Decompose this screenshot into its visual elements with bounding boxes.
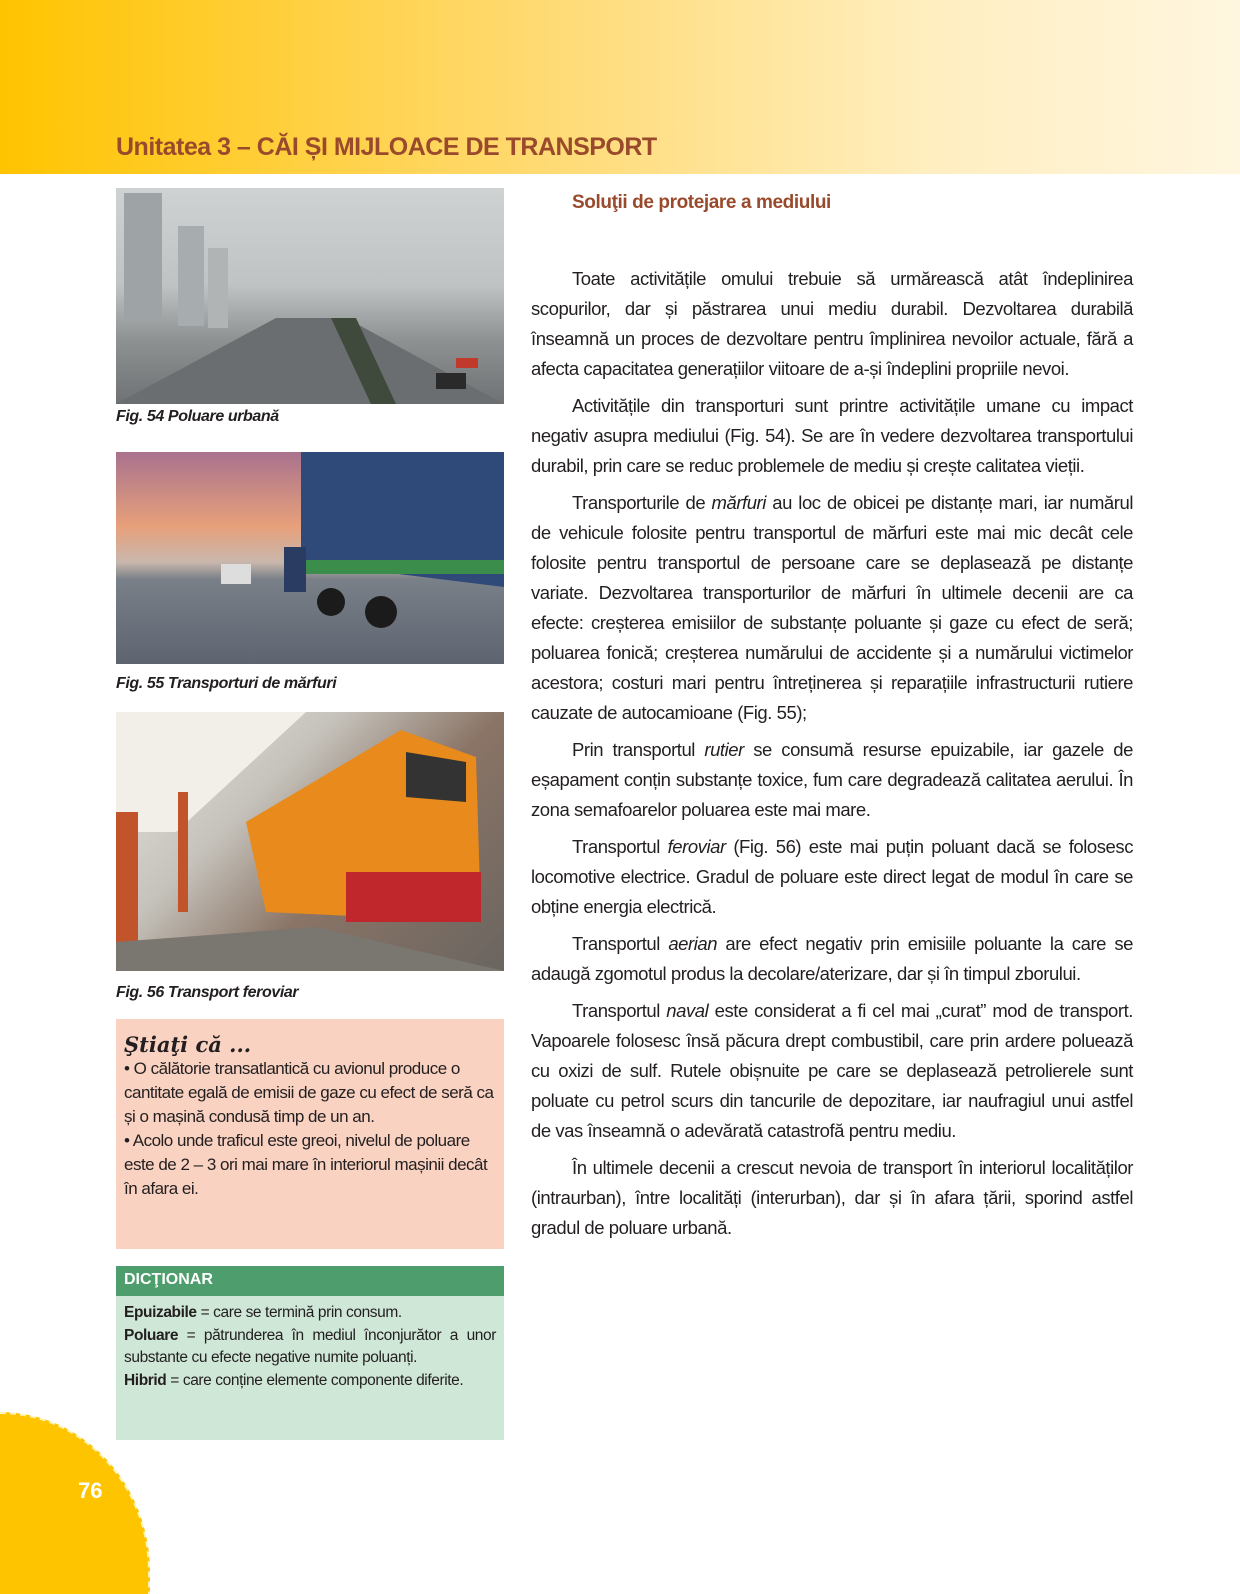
smog-highway-illustration xyxy=(116,188,504,404)
definition: = care se termină prin consum. xyxy=(196,1304,402,1321)
dictionary-title: DICŢIONAR xyxy=(116,1266,504,1296)
unit-title: Unitatea 3 – CĂI ȘI MIJLOACE DE TRANSPORT xyxy=(116,133,657,161)
page-number: 76 xyxy=(78,1478,103,1503)
section-title: Soluţii de protejare a mediului xyxy=(572,192,831,213)
train-photo xyxy=(116,712,504,971)
paragraph: Activitățile din transporturi sunt printre activitățile umane cu impact negativ asupra mediului (Fig. 54). Se are în vedere dezvoltarea transportului durabil, prin care se reduc problemele de mediu și crește calitatea vieții. xyxy=(531,395,1133,476)
did-you-know-item: • Acolo unde traficul este greoi, nivelul de poluare este de 2 – 3 ori mai mare în interiorul mașinii decât în afara ei. xyxy=(124,1131,488,1198)
did-you-know-item: • O călătorie transatlantică cu avionul produce o cantitate egală de emisii de gaze cu efect de seră ca și o mașină condusă timp de un an. xyxy=(124,1059,494,1126)
locomotive-illustration xyxy=(116,712,504,971)
figure-caption: Fig. 55 Transporturi de mărfuri xyxy=(116,675,337,692)
definition: = care conține elemente componente diferite. xyxy=(166,1371,464,1389)
paragraph: În ultimele decenii a crescut nevoia de transport în interiorul localităților (intraurban), între localități (interurban), dar și în afara țării, sporind astfel gradul de poluare urbană. xyxy=(531,1157,1133,1238)
paragraph: Transporturile de mărfuri au loc de obicei pe distanțe mari, iar numărul de vehicule folosite pentru transportul de mărfuri este mai mic decât cele folosite pentru transportul de persoane care se deplasează pe distanțe variate. Dezvoltarea transporturilor de mărfuri în ultimele decenii are ca efecte: creșterea emisiilor de substanțe poluante și gaze cu efect de seră; poluarea fonică; creșterea numărului de accidente și a numărului victimelor acestora; costuri mari pentru întreținerea și reparațiile infrastructurii rutiere cauzate de autocamioane (Fig. 55); xyxy=(531,492,1133,723)
term: Epuizabile xyxy=(124,1304,197,1321)
dictionary-entry xyxy=(124,1302,496,1325)
definition: = pătrunderea în mediul înconjurător a unor substante cu efecte negative numite poluanți. xyxy=(124,1326,496,1366)
paragraph: Prin transportul rutier se consumă resurse epuizabile, iar gazele de eșapament conțin substanțe toxice, fum care degradează calitatea aerului. În zona semafoarelor poluarea este mai mare. xyxy=(531,739,1133,820)
urban-pollution-photo xyxy=(116,188,504,404)
did-you-know-box xyxy=(116,1019,504,1249)
did-you-know-title: Ştiaţi că ... xyxy=(124,1032,252,1057)
truck-illustration xyxy=(116,452,504,664)
dictionary-entry xyxy=(124,1325,496,1370)
dictionary-entry xyxy=(124,1370,496,1393)
figure-caption: Fig. 54 Poluare urbană xyxy=(116,408,279,425)
paragraph: Transportul aerian are efect negativ prin emisiile poluante la care se adaugă zgomotul produs la decolare/aterizare, dar și în timpul zborului. xyxy=(531,933,1134,984)
paragraph: Transportul feroviar (Fig. 56) este mai puțin poluant dacă se folosesc locomotive electrice. Gradul de poluare este direct legat de modul în care se obține energia electrică. xyxy=(531,836,1133,917)
dictionary-box xyxy=(116,1266,504,1440)
freight-truck-photo xyxy=(116,452,504,664)
main-text-column xyxy=(531,190,1133,1250)
term: Poluare xyxy=(124,1326,179,1344)
paragraph: Transportul naval este considerat a fi cel mai „curat” mod de transport. Vapoarele folosesc însă păcura drept combustibil, care prin ardere poluează cu oxizi de sulf. Rutele obișnuite pe care se deplasează petrolierele sunt poluate cu petrol scurs din tancurile de depozitare, iar naufragiul unui astfel de vas înseamnă o adevărată catastrofă pentru mediu. xyxy=(531,1000,1133,1141)
term: Hibrid xyxy=(124,1371,167,1389)
page-header-band xyxy=(0,0,1240,174)
figure-caption: Fig. 56 Transport feroviar xyxy=(116,984,299,1001)
paragraph: Toate activitățile omului trebuie să urmărească atât îndeplinirea scopurilor, dar și păstrarea unui mediu durabil. Dezvoltarea durabilă înseamnă un proces de dezvoltare pentru împlinirea nevoilor actuale, fără a afecta capacitatea generațiilor viitoare de a-și îndeplini propriile nevoi. xyxy=(531,268,1133,379)
